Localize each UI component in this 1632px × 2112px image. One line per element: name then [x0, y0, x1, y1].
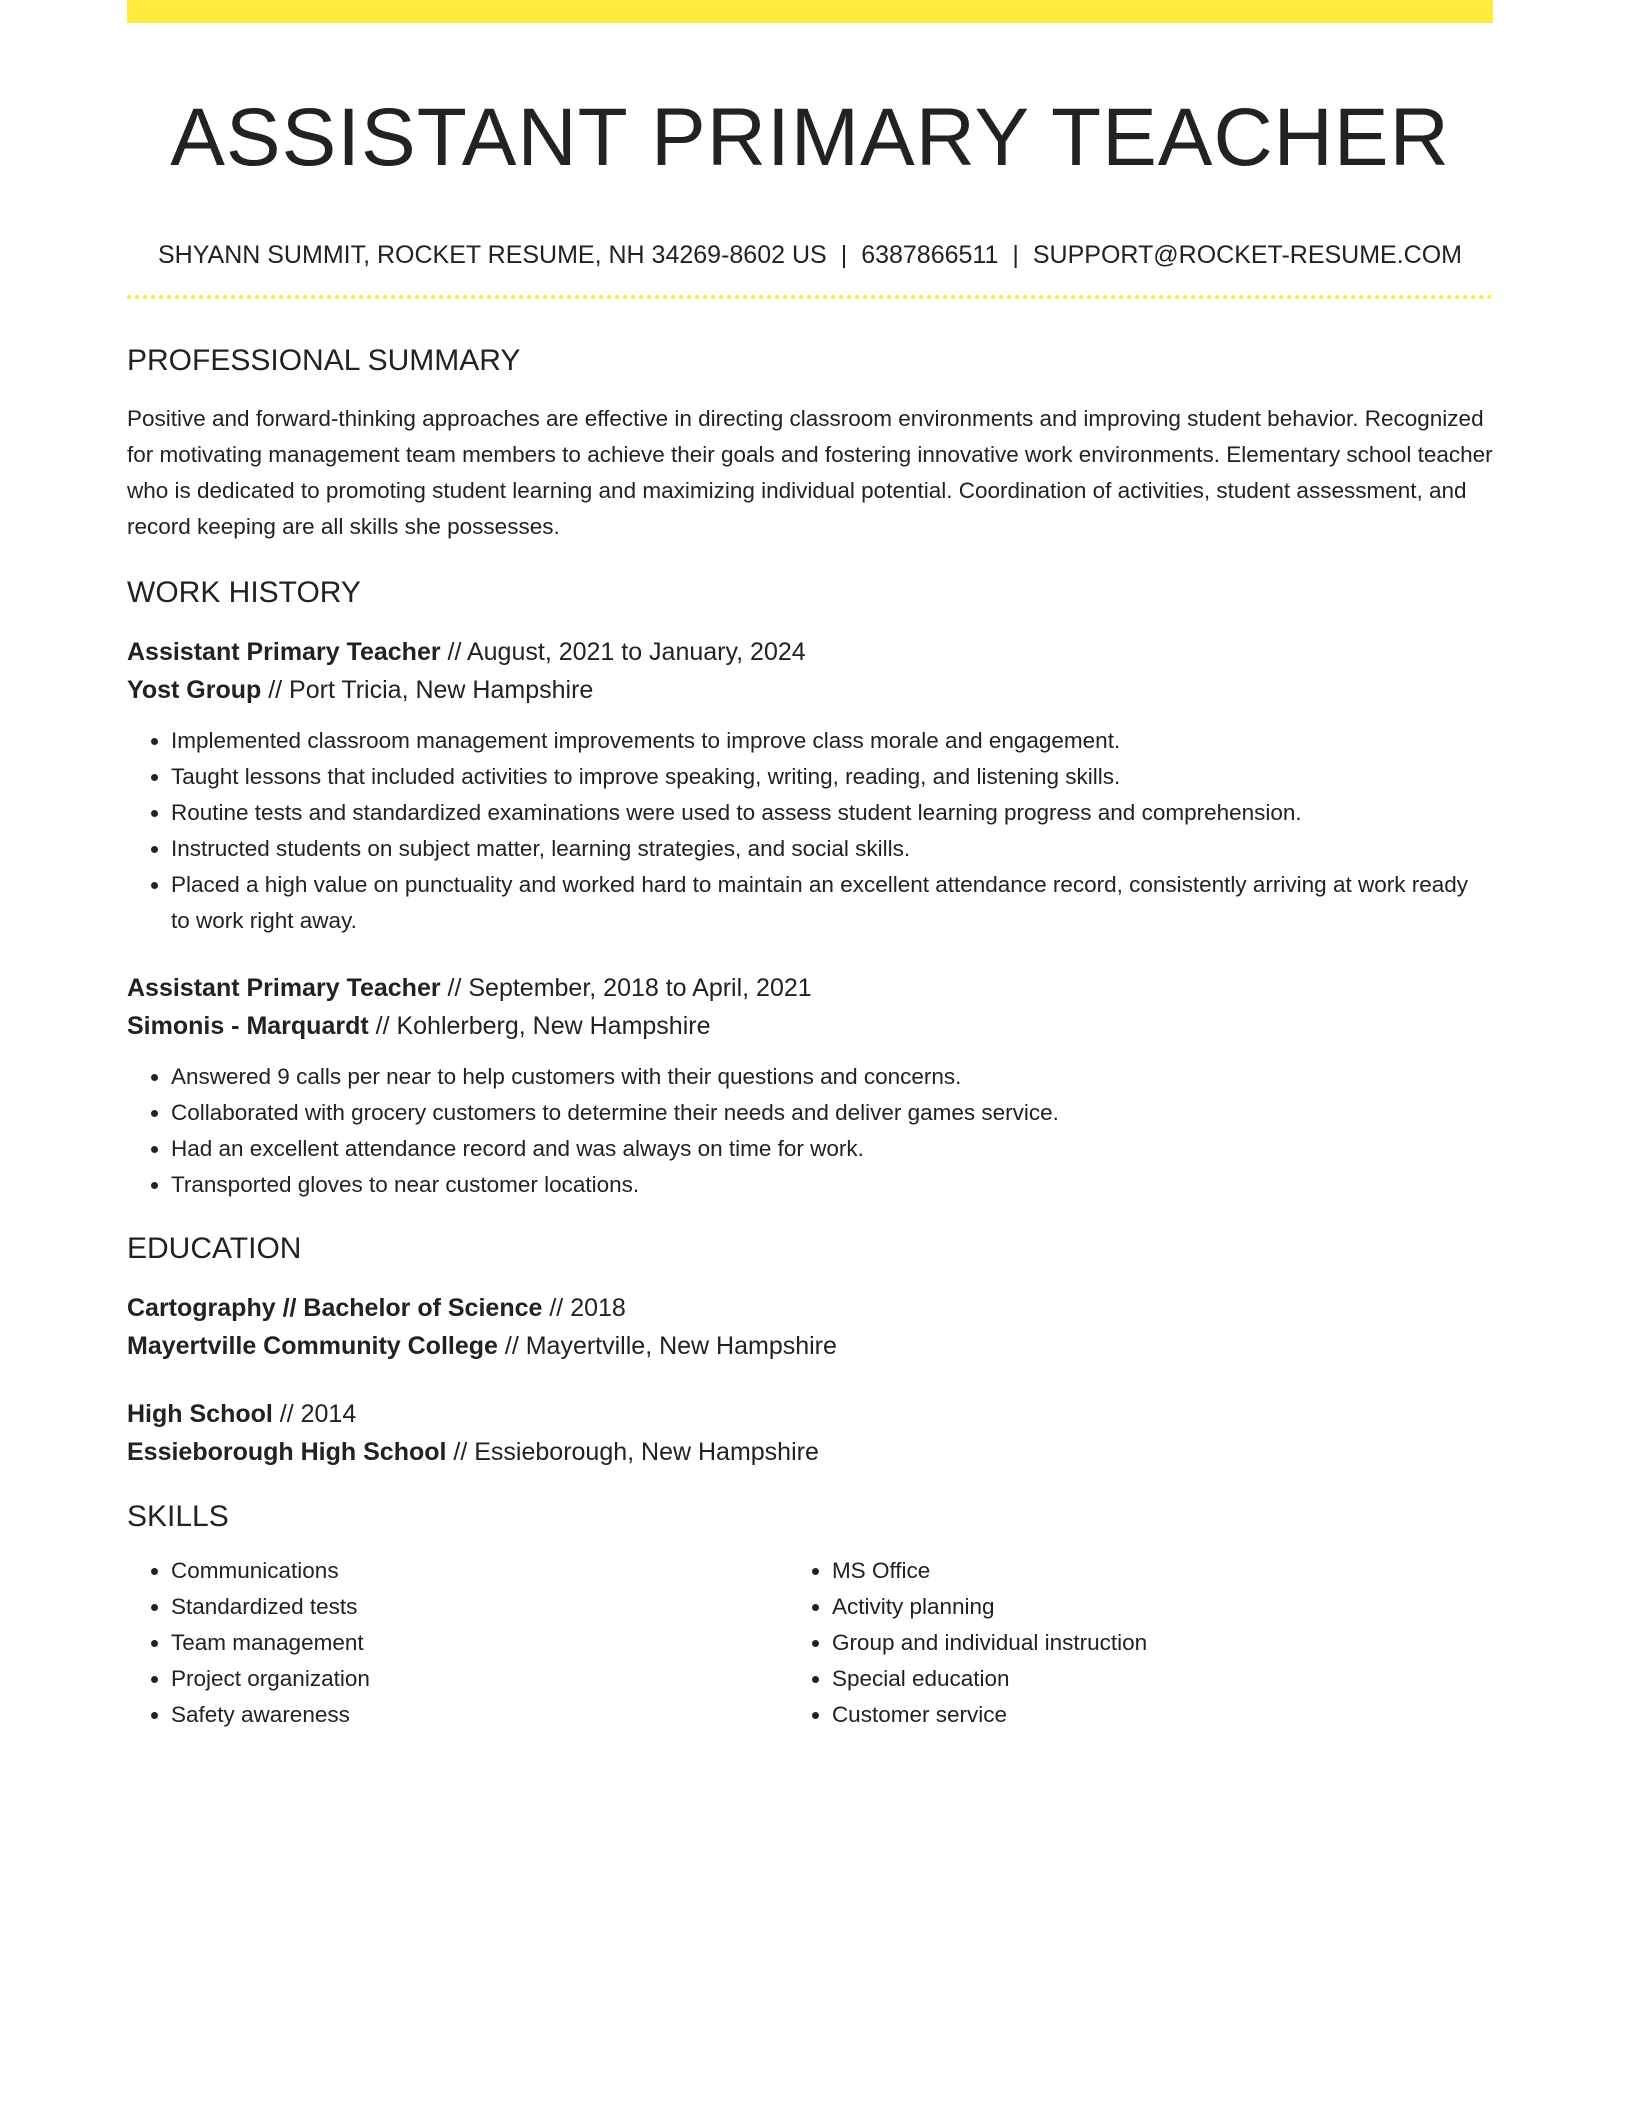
job-title-line — [127, 633, 1493, 671]
list-item: • Taught lessons that included activities to improve speaking, writing, reading, and listening skills. — [171, 759, 1493, 795]
school: Mayertville Community College — [127, 1332, 498, 1360]
job-bullets — [127, 723, 1493, 939]
education-entry — [127, 1289, 1493, 1365]
skill-item: • Activity planning — [832, 1589, 1493, 1625]
resume-page — [127, 0, 1493, 1733]
summary-text: Positive and forward-thinking approaches are effective in directing classroom environments and improving student behavior. Recognized for motivating management team members to achieve their goals and fostering innovative work environments. Elementary school teacher who is dedicated to promoting student learning and maximizing individual potential. Coordination of activities, student assessment, and record keeping are all skills she possesses. — [127, 406, 1493, 539]
skill-item: • Standardized tests — [171, 1589, 788, 1625]
contact-line — [127, 240, 1493, 270]
skills-columns — [127, 1553, 1493, 1733]
accent-top-bar — [127, 0, 1493, 23]
contact-address: SHYANN SUMMIT, ROCKET RESUME, NH 34269-8602 US — [157, 241, 827, 269]
skill-item: • Communications — [171, 1553, 788, 1589]
job-company-line — [127, 1007, 1493, 1045]
contact-separator: | — [1012, 241, 1019, 269]
education-heading: EDUCATION — [127, 1232, 302, 1265]
list-item: • Routine tests and standardized examinations were used to assess student learning progress and comprehension. — [171, 795, 1493, 831]
degree-line — [127, 1289, 1493, 1327]
resume-title: ASSISTANT PRIMARY TEACHER — [170, 92, 1450, 183]
job-title: Assistant Primary Teacher — [127, 638, 441, 666]
skill-item: • Special education — [832, 1661, 1493, 1697]
skill-item: • Customer service — [832, 1697, 1493, 1733]
job-company: Yost Group — [127, 676, 262, 704]
list-item: • Instructed students on subject matter, learning strategies, and social skills. — [171, 831, 1493, 867]
skill-item: • Safety awareness — [171, 1697, 788, 1733]
skills-list-right — [788, 1553, 1493, 1733]
dotted-divider — [127, 295, 1493, 299]
list-item: • Collaborated with grocery customers to determine their needs and deliver games service. — [171, 1095, 1493, 1131]
list-item: • Implemented classroom management improvements to improve class morale and engagement. — [171, 723, 1493, 759]
degree-year: // 2014 — [272, 1400, 357, 1428]
work-history-heading: WORK HISTORY — [127, 576, 361, 609]
degree-line — [127, 1395, 1493, 1433]
job-title: Assistant Primary Teacher — [127, 974, 441, 1002]
job-bullets — [127, 1059, 1493, 1203]
summary-heading: PROFESSIONAL SUMMARY — [127, 344, 521, 377]
contact-phone: 6387866511 — [861, 241, 999, 269]
job-entry — [127, 969, 1493, 1203]
school-location: // Essieborough, New Hampshire — [446, 1438, 819, 1466]
degree: Cartography // Bachelor of Science — [127, 1294, 543, 1322]
contact-email: SUPPORT@ROCKET-RESUME.COM — [1032, 241, 1463, 269]
skills-list-left — [127, 1553, 788, 1733]
degree-year: // 2018 — [542, 1294, 626, 1322]
job-title-line — [127, 969, 1493, 1007]
list-item: • Placed a high value on punctuality and worked hard to maintain an excellent attendance record, consistently arriving at work ready to work right away. — [171, 867, 1493, 939]
degree: High School — [127, 1400, 273, 1428]
skills-heading: SKILLS — [127, 1500, 229, 1533]
school-location: // Mayertville, New Hampshire — [497, 1332, 837, 1360]
school-line — [127, 1327, 1493, 1365]
list-item: • Transported gloves to near customer locations. — [171, 1167, 1493, 1203]
list-item: • Answered 9 calls per near to help customers with their questions and concerns. — [171, 1059, 1493, 1095]
school: Essieborough High School — [127, 1438, 447, 1466]
contact-separator: | — [840, 241, 848, 269]
job-dates: // August, 2021 to January, 2024 — [440, 638, 806, 666]
skill-item: • MS Office — [832, 1553, 1493, 1589]
job-dates: // September, 2018 to April, 2021 — [440, 974, 812, 1002]
job-company-line — [127, 671, 1493, 709]
education-entry — [127, 1395, 1493, 1471]
school-line — [127, 1433, 1493, 1471]
job-location: // Port Tricia, New Hampshire — [261, 676, 594, 704]
job-company: Simonis - Marquardt — [127, 1012, 369, 1040]
skill-item: • Project organization — [171, 1661, 788, 1697]
job-entry — [127, 633, 1493, 939]
job-location: // Kohlerberg, New Hampshire — [368, 1012, 711, 1040]
list-item: • Had an excellent attendance record and was always on time for work. — [171, 1131, 1493, 1167]
skill-item: • Group and individual instruction — [832, 1625, 1493, 1661]
skill-item: • Team management — [171, 1625, 788, 1661]
